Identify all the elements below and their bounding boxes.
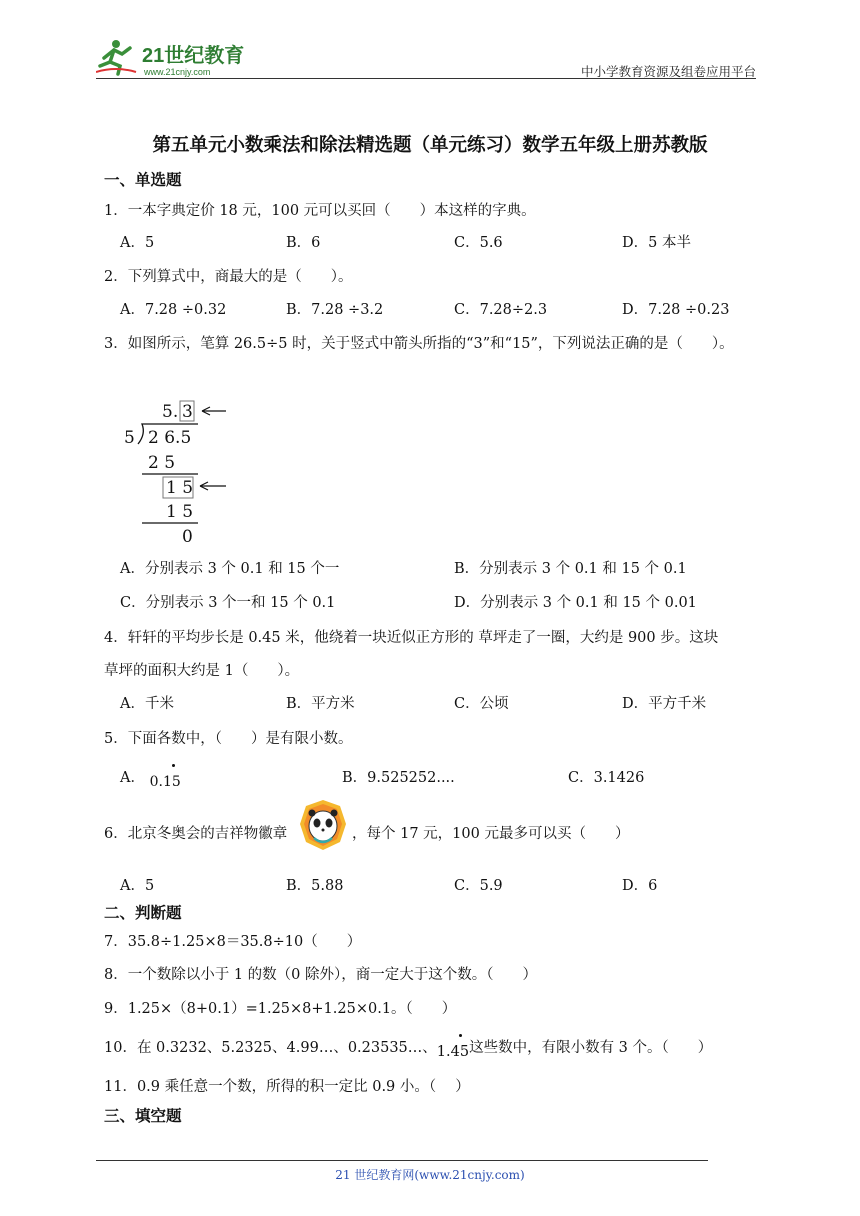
q6-option-b[interactable]: B．5.88: [286, 878, 344, 894]
question-9: 9．1.25×（8+0.1）=1.25×8+1.25×0.1。（ ）: [104, 1001, 457, 1017]
q4-option-b[interactable]: B．平方米: [286, 696, 355, 712]
question-11: 11．0.9 乘任意一个数，所得的积一定比 0.9 小。（ ）: [104, 1079, 470, 1095]
question-10-pre: 10．在 0.3232、5.2325、4.99…、0.23535…、: [104, 1040, 437, 1056]
q6-option-a[interactable]: A．5: [120, 878, 155, 894]
q3-option-c[interactable]: C．分别表示 3 个一和 15 个 0.1: [120, 595, 336, 611]
q2-option-c[interactable]: C．7.28÷2.3: [454, 302, 548, 318]
svg-text:21世纪教育: 21世纪教育: [142, 45, 245, 67]
repeat-dot: [459, 1034, 462, 1037]
q1-option-a[interactable]: A．5: [120, 235, 155, 251]
footer-rule: [96, 1160, 708, 1161]
question-4-stem-line1: 4．轩轩的平均步长是 0.45 米，他绕着一块近似正方形的 草坪走了一圈，大约是 900 步。这块: [104, 630, 719, 646]
q2-option-d[interactable]: D．7.28 ÷0.23: [622, 302, 730, 318]
header-tagline: 中小学教育资源及组卷应用平台: [580, 64, 756, 79]
repeating-decimal: [437, 1044, 469, 1060]
question-2-stem: 2．下列算式中，商最大的是（ ）。: [104, 269, 353, 285]
quotient-integer: 5.: [162, 402, 179, 422]
q5-option-a-label: A．: [120, 770, 145, 786]
question-10-post: 这些数中，有限小数有 3 个。（ ）: [469, 1040, 713, 1056]
q1-option-b[interactable]: B．6: [286, 235, 321, 251]
question-7: 7．35.8÷1.25×8＝35.8÷10（ ）: [104, 934, 362, 950]
step-1: 2 5: [148, 453, 176, 473]
q2-option-a[interactable]: A．7.28 ÷0.32: [120, 302, 227, 318]
q2-option-b[interactable]: B．7.28 ÷3.2: [286, 302, 384, 318]
q4-option-c[interactable]: C．公顷: [454, 696, 509, 712]
step-3: 1 5: [166, 502, 194, 522]
question-10: [104, 1036, 713, 1060]
q5-option-c[interactable]: C．3.1426: [568, 770, 645, 786]
question-3-stem: 3．如图所示，笔算 26.5÷5 时，关于竖式中箭头所指的“3”和“15”，下列说法正确的是（ ）。: [104, 336, 734, 352]
repeat-dot: [172, 764, 175, 767]
repeating-decimal: [150, 774, 181, 790]
q1-option-c[interactable]: C．5.6: [454, 235, 503, 251]
q6-option-d[interactable]: D．6: [622, 878, 658, 894]
site-logo: [96, 36, 256, 78]
remainder: 0: [182, 527, 193, 547]
section-heading-fill-blank: 三、填空题: [104, 1106, 182, 1125]
q3-option-a[interactable]: A．分别表示 3 个 0.1 和 15 个一: [120, 561, 340, 577]
question-1-stem: 1．一本字典定价 18 元，100 元可以买回（ ）本这样的字典。: [104, 203, 536, 219]
question-8: 8．一个数除以小于 1 的数（0 除外），商一定大于这个数。（ ）: [104, 967, 538, 983]
q5-option-a[interactable]: [120, 766, 181, 790]
section-heading-single-choice: 一、单选题: [104, 170, 182, 189]
divisor: 5: [124, 428, 135, 448]
header-rule: [96, 78, 756, 79]
q3-option-d[interactable]: D．分别表示 3 个 0.1 和 15 个 0.01: [454, 595, 697, 611]
question-4-stem-line2: 草坪的面积大约是 1（ ）。: [104, 663, 300, 679]
question-5-stem: 5．下面各数中，（ ）是有限小数。: [104, 731, 353, 747]
repeating-decimal-value: 1.45: [436, 1044, 470, 1060]
mascot-badge-image: [296, 798, 350, 854]
svg-text:www.21cnjy.com: www.21cnjy.com: [144, 67, 211, 77]
section-heading-true-false: 二、判断题: [104, 903, 182, 922]
runner-icon: [96, 40, 136, 74]
q4-option-d[interactable]: D．平方千米: [622, 696, 707, 712]
question-6-stem-post: ，每个 17 元，100 元最多可以买（ ）: [352, 826, 630, 842]
dividend: 2 6.5: [148, 428, 192, 448]
long-division-figure: [118, 390, 248, 550]
q4-option-a[interactable]: A．千米: [120, 696, 174, 712]
question-6-stem-pre: 6．北京冬奥会的吉祥物徽章: [104, 826, 288, 842]
q5-option-b[interactable]: B．9.525252....: [342, 770, 455, 786]
repeating-decimal-value: 0.15: [149, 774, 181, 790]
quotient-box-digit: 3: [182, 402, 193, 422]
q3-option-b[interactable]: B．分别表示 3 个 0.1 和 15 个 0.1: [454, 561, 687, 577]
q1-option-d[interactable]: D．5 本半: [622, 235, 691, 251]
footer-text: 21 世纪教育网(www.21cnjy.com): [335, 1168, 525, 1182]
page-title: 第五单元小数乘法和除法精选题（单元练习）数学五年级上册苏教版: [152, 135, 708, 156]
q6-option-c[interactable]: C．5.9: [454, 878, 503, 894]
step-2: 1 5: [166, 478, 194, 498]
